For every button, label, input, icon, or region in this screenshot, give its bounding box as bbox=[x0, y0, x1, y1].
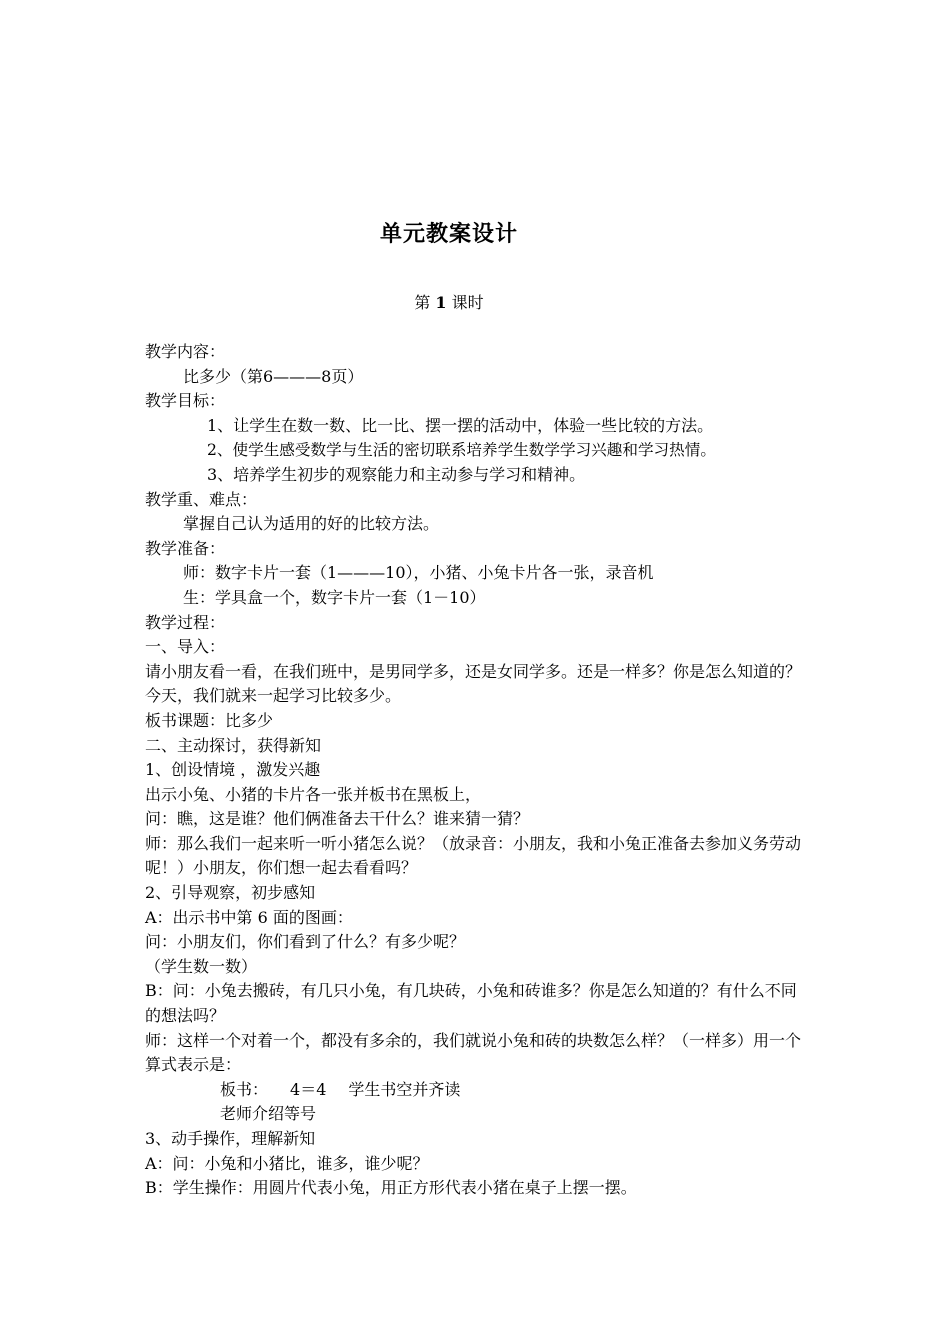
section-heading: 教学重、难点： bbox=[145, 489, 258, 509]
paragraph: B：学生操作：用圆片代表小兔，用正方形代表小猪在桌子上摆一摆。 bbox=[145, 1178, 637, 1198]
board-formula: 4＝4 bbox=[290, 1079, 327, 1099]
paragraph: 比多少（第6———8页） bbox=[183, 366, 364, 386]
section-heading: 二、主动探讨，获得新知 bbox=[145, 735, 322, 755]
board-formula-line bbox=[145, 1078, 810, 1103]
paragraph: 问：瞧，这是谁？他们俩准备去干什么？谁来猜一猜？ bbox=[145, 809, 530, 829]
paragraph: 师：那么我们一起来听一听小猪怎么说？（放录音：小朋友，我和小兔正准备去参加义务劳动呢！）小朋友，你们想一起去看看吗？ bbox=[145, 833, 802, 878]
lesson-suffix: 课时 bbox=[451, 293, 484, 312]
document-body bbox=[145, 340, 810, 1201]
paragraph: A：问：小兔和小猪比，谁多，谁少呢？ bbox=[145, 1153, 429, 1173]
lesson-number-value: 1 bbox=[435, 293, 447, 312]
list-item: 1、让学生在数一数、比一比、摆一摆的活动中，体验一些比较的方法。 bbox=[207, 415, 714, 435]
paragraph: 师：这样一个对着一个，都没有多余的，我们就说小兔和砖的块数怎么样？（一样多）用一个算式表示是： bbox=[145, 1030, 802, 1075]
section-heading: 教学过程： bbox=[145, 612, 226, 632]
paragraph: 请小朋友看一看，在我们班中，是男同学多，还是女同学多。还是一样多？你是怎么知道的？今天，我们就来一起学习比较多少。 bbox=[145, 661, 802, 706]
board-note: 学生书空并齐读 bbox=[348, 1079, 461, 1099]
list-item: 3、培养学生初步的观察能力和主动参与学习和精神。 bbox=[207, 464, 586, 484]
subsection-heading: 1、创设情境 ，激发兴趣 bbox=[145, 760, 321, 780]
paragraph: A：出示书中第 6 面的图画： bbox=[145, 907, 353, 927]
lesson-prefix: 第 bbox=[414, 293, 431, 312]
paragraph: 板书课题：比多少 bbox=[145, 710, 274, 730]
list-item: 2、使学生感受数学与生活的密切联系培养学生数学学习兴趣和学习热情。 bbox=[207, 441, 716, 460]
paragraph: （学生数一数） bbox=[145, 956, 258, 976]
subsection-heading: 2、引导观察，初步感知 bbox=[145, 883, 316, 903]
section-heading: 一、导入： bbox=[145, 637, 226, 657]
paragraph: 老师介绍等号 bbox=[220, 1104, 317, 1124]
paragraph: B：问：小兔去搬砖，有几只小兔，有几块砖，小兔和砖谁多？你是怎么知道的？有什么不同的想法吗？ bbox=[145, 981, 797, 1026]
paragraph: 问：小朋友们，你们看到了什么？有多少呢？ bbox=[145, 932, 466, 952]
paragraph: 掌握自己认为适用的好的比较方法。 bbox=[183, 514, 440, 534]
document-title: 单元教案设计 bbox=[379, 222, 518, 247]
section-heading: 教学准备： bbox=[145, 538, 226, 558]
section-heading: 教学内容： bbox=[145, 342, 226, 361]
board-label: 板书： bbox=[220, 1079, 269, 1099]
subsection-heading: 3、动手操作，理解新知 bbox=[145, 1129, 316, 1148]
lesson-number bbox=[0, 290, 898, 313]
paragraph: 师：数字卡片一套（1———10），小猪、小兔卡片各一张，录音机 bbox=[183, 563, 654, 583]
section-heading: 教学目标： bbox=[145, 391, 226, 411]
paragraph: 生：学具盒一个，数字卡片一套（1－10） bbox=[183, 587, 486, 607]
paragraph: 出示小兔、小猪的卡片各一张并板书在黑板上， bbox=[145, 784, 482, 804]
